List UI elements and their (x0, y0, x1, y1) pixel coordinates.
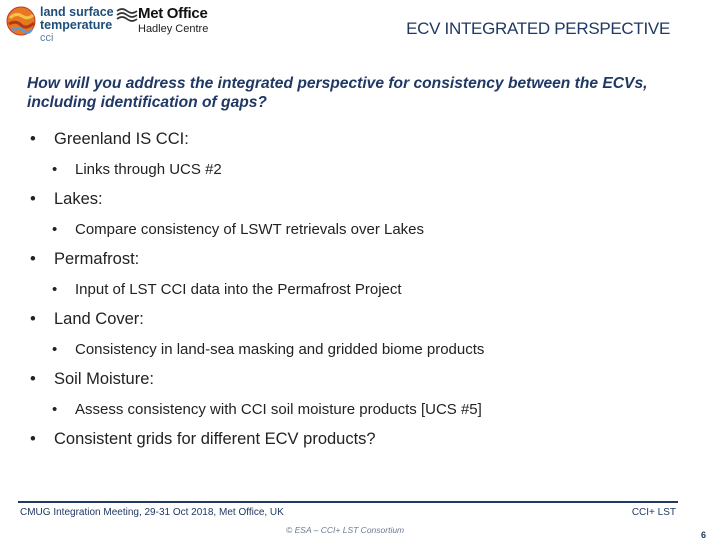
bullet-dot: • (52, 161, 58, 178)
slide-title: ECV INTEGRATED PERSPECTIVE (406, 19, 670, 38)
sub-bullet-text: Assess consistency with CCI soil moisture products [UCS #5] (75, 401, 482, 418)
lst-globe-icon (6, 6, 36, 36)
bullet-land-cover (30, 310, 144, 329)
footer-project-tag: CCI+ LST (631, 507, 676, 518)
bullet-dot: • (52, 281, 58, 298)
sub-bullet-soil-moisture (52, 401, 482, 418)
lst-logo-line3: cci (40, 32, 54, 44)
bullet-dot: • (30, 310, 36, 328)
bullet-dot: • (52, 341, 58, 358)
bullet-dot: • (30, 130, 36, 148)
met-office-swirl-icon (116, 6, 138, 22)
lst-logo-line2: temperature (40, 18, 113, 32)
bullet-text: Lakes: (54, 190, 103, 208)
bullet-consistent-grids (30, 430, 376, 449)
bullet-soil-moisture (30, 370, 154, 389)
bullet-text: Soil Moisture: (54, 370, 154, 388)
met-office-title: Met Office (138, 5, 208, 22)
sub-bullet-lakes (52, 221, 424, 238)
page-number: 6 (700, 530, 706, 540)
sub-bullet-greenland (52, 161, 222, 178)
bullet-text: Consistent grids for different ECV products? (54, 430, 376, 448)
footer-meeting-info: CMUG Integration Meeting, 29-31 Oct 2018, Met Office, UK (20, 507, 284, 518)
sub-bullet-text: Input of LST CCI data into the Permafrost Project (75, 281, 402, 298)
lst-logo-text (40, 6, 114, 45)
footer-divider (18, 501, 678, 503)
sub-bullet-text: Links through UCS #2 (75, 161, 222, 178)
footer-copyright: © ESA – CCI+ LST Consortium (286, 525, 405, 535)
bullet-permafrost (30, 250, 139, 269)
met-office-logo (116, 5, 226, 37)
sub-bullet-text: Consistency in land-sea masking and gridded biome products (75, 341, 485, 358)
bullet-text: Land Cover: (54, 310, 144, 328)
lst-cci-logo (6, 5, 118, 44)
question-text: How will you address the integrated perspective for consistency between the ECVs, including identification of gaps? (27, 75, 648, 111)
lst-logo-line1: land surface (40, 5, 114, 19)
bullet-dot: • (30, 370, 36, 388)
sub-bullet-permafrost (52, 281, 402, 298)
bullet-dot: • (52, 221, 58, 238)
bullet-dot: • (52, 401, 58, 418)
bullet-dot: • (30, 190, 36, 208)
bullet-text: Greenland IS CCI: (54, 130, 189, 148)
sub-bullet-text: Compare consistency of LSWT retrievals over Lakes (75, 221, 425, 238)
bullet-greenland (30, 130, 189, 149)
bullet-lakes (30, 190, 103, 209)
met-office-subtitle: Hadley Centre (138, 23, 209, 35)
bullet-dot: • (30, 430, 36, 448)
bullet-dot: • (30, 250, 36, 268)
sub-bullet-land-cover (52, 341, 484, 358)
bullet-text: Permafrost: (54, 250, 140, 268)
